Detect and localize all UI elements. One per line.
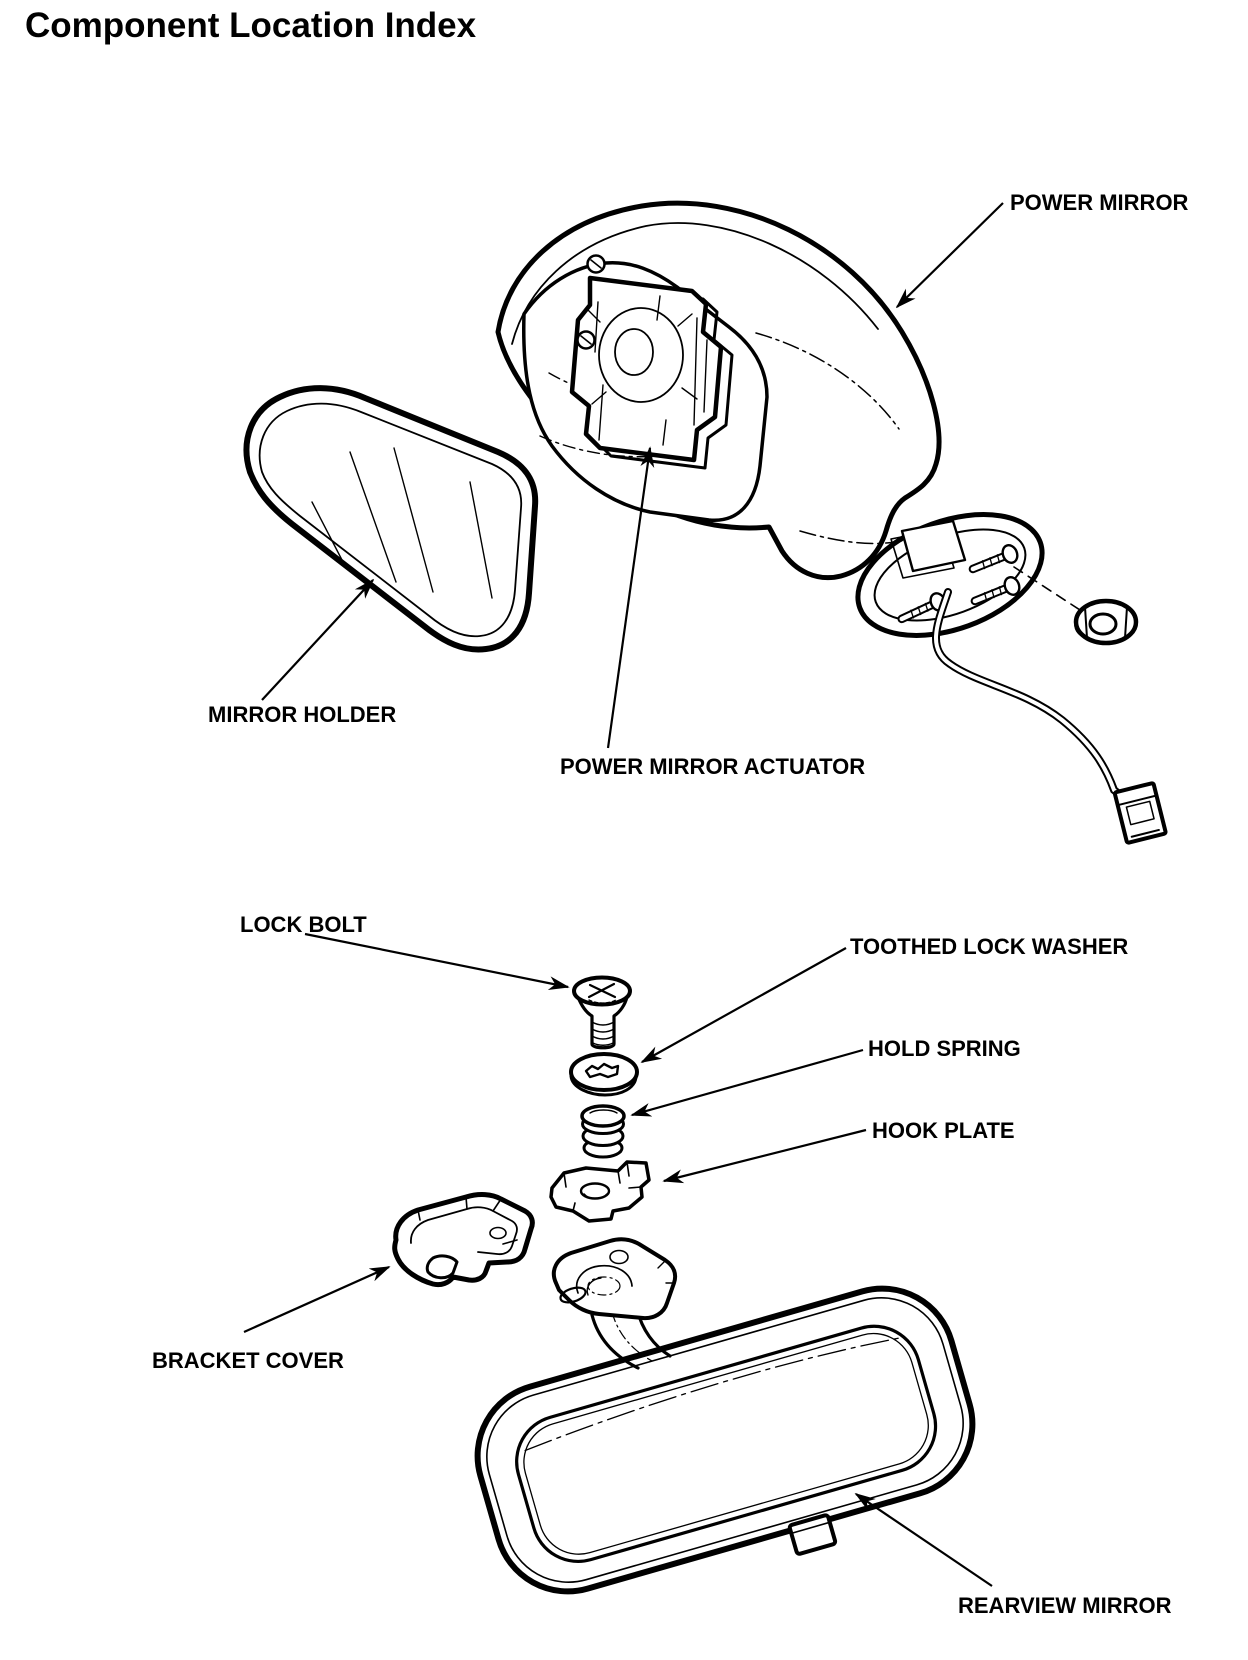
toothed-lock-washer-drawing xyxy=(571,1054,637,1095)
leader-power-mirror xyxy=(897,203,1003,307)
label-lock-bolt: LOCK BOLT xyxy=(240,912,367,937)
label-power-mirror: POWER MIRROR xyxy=(1010,190,1189,215)
hook-plate-drawing xyxy=(551,1162,649,1221)
power-mirror-drawing xyxy=(498,203,1166,843)
page-title: Component Location Index xyxy=(25,6,477,45)
hold-spring-drawing xyxy=(582,1106,624,1157)
leader-bracket-cover xyxy=(244,1267,389,1332)
leader-rearview-mirror xyxy=(856,1494,992,1586)
label-hook-plate: HOOK PLATE xyxy=(872,1118,1015,1143)
flange-nut-icon xyxy=(1076,601,1136,643)
leader-toothed-lock-washer xyxy=(642,948,846,1062)
leader-lock-bolt xyxy=(305,934,568,987)
label-power-mirror-actuator: POWER MIRROR ACTUATOR xyxy=(560,754,866,779)
mirror-mount-drawing xyxy=(554,1239,675,1318)
harness-connector-icon xyxy=(1115,783,1166,843)
label-bracket-cover: BRACKET COVER xyxy=(152,1348,344,1373)
mirror-holder-drawing xyxy=(247,388,536,649)
bracket-cover-drawing xyxy=(395,1195,533,1285)
leader-mirror-holder xyxy=(262,580,373,700)
label-toothed-lock-washer: TOOTHED LOCK WASHER xyxy=(850,934,1129,959)
label-mirror-holder: MIRROR HOLDER xyxy=(208,702,397,727)
leader-hold-spring xyxy=(632,1050,863,1115)
label-hold-spring: HOLD SPRING xyxy=(868,1036,1021,1061)
lock-bolt-drawing xyxy=(574,978,630,1048)
label-rearview-mirror: REARVIEW MIRROR xyxy=(958,1593,1172,1618)
rearview-mirror-drawing xyxy=(461,1239,997,1632)
leader-hook-plate xyxy=(664,1130,866,1181)
